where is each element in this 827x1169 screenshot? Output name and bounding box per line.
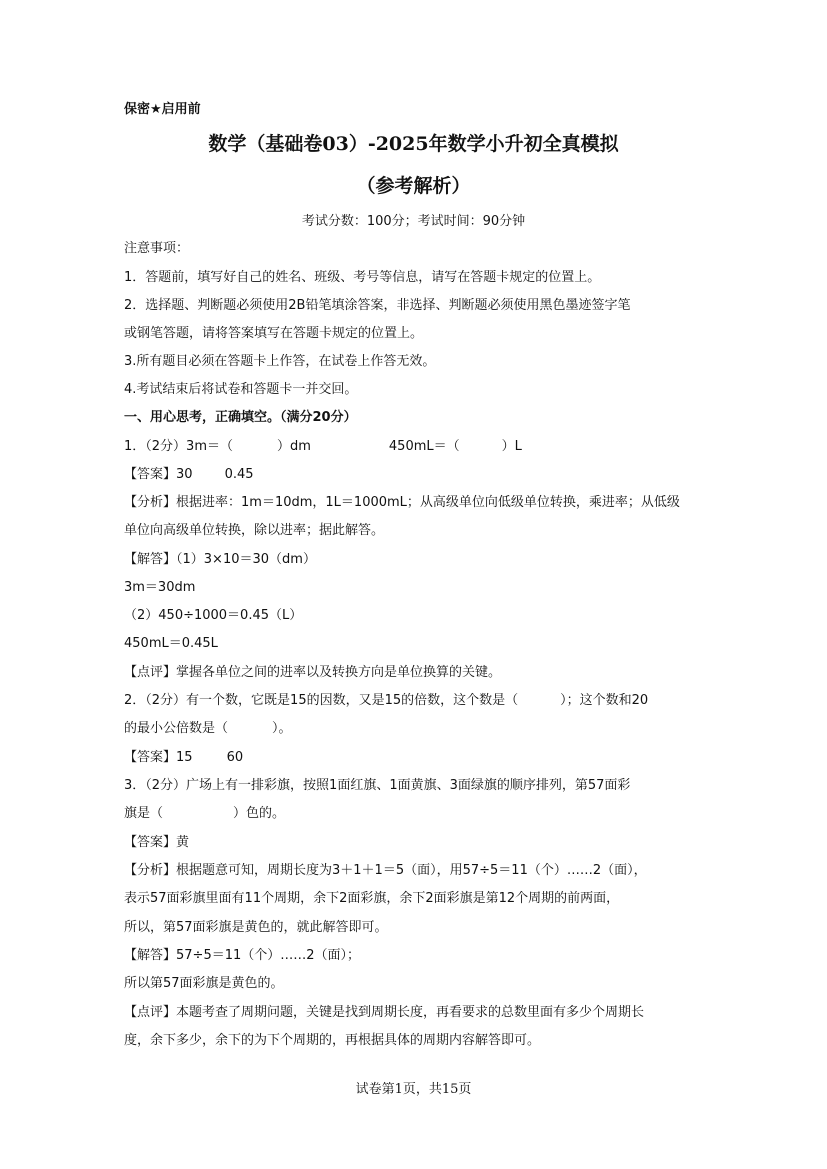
comment-tag: 【点评】 bbox=[124, 665, 177, 680]
question-1-answer bbox=[124, 465, 254, 485]
answer-value: 15 bbox=[176, 750, 193, 765]
analysis-tag: 【分析】 bbox=[124, 495, 177, 510]
q2-stem-1b: ）；这个数和20 bbox=[560, 693, 649, 708]
analysis-text: 根据进率：1m＝10dm，1L＝1000mL；从高级单位向低级单位转换，乘进率；从低级 bbox=[176, 495, 680, 510]
note-item: 3.所有题目必须在答题卡上作答，在试卷上作答无效。 bbox=[124, 354, 436, 369]
solution-text: 57÷5＝11（个）……2（面）； bbox=[176, 948, 361, 963]
q1-stem-a: 1．（2分）3m＝（ bbox=[124, 439, 233, 454]
note-item: 2．选择题、判断题必须使用2B铅笔填涂答案，非选择、判断题必须使用黑色墨迹签字笔 bbox=[124, 298, 631, 313]
exam-info: 考试分数：100分；考试时间：90分钟 bbox=[301, 214, 526, 229]
analysis-text: 表示57面彩旗里面有11个周期，余下2面彩旗，余下2面彩旗是第12个周期的前两面， bbox=[124, 891, 620, 906]
solution-tag: 【解答】 bbox=[124, 552, 177, 567]
solution-text: （1）3×10＝30（dm） bbox=[176, 552, 316, 567]
note-item: 1．答题前，填写好自己的姓名、班级、考号等信息，请写在答题卡规定的位置上。 bbox=[124, 270, 601, 285]
question-2-stem-cont bbox=[124, 719, 292, 739]
answer-tag: 【答案】 bbox=[124, 835, 177, 850]
question-3-solution bbox=[124, 946, 360, 966]
q1-stem-d: ）L bbox=[501, 439, 522, 454]
analysis-text: 单位向高级单位转换，除以进率；据此解答。 bbox=[124, 523, 385, 538]
analysis-tag: 【分析】 bbox=[124, 863, 177, 878]
solution-text: （2）450÷1000＝0.45（L） bbox=[124, 608, 303, 623]
solution-text: 3m＝30dm bbox=[124, 580, 196, 595]
analysis-text: 所以，第57面彩旗是黄色的，就此解答即可。 bbox=[124, 920, 388, 935]
question-1-comment bbox=[124, 663, 501, 683]
answer-value: 黄 bbox=[176, 835, 190, 850]
question-2-answer bbox=[124, 748, 243, 768]
q1-stem-c: 450mL＝（ bbox=[388, 439, 460, 454]
note-item: 4.考试结束后将试卷和答题卡一并交回。 bbox=[124, 382, 358, 397]
comment-tag: 【点评】 bbox=[124, 1005, 177, 1020]
q2-stem-2b: ）。 bbox=[272, 721, 292, 736]
q2-stem-2a: 的最小公倍数是（ bbox=[124, 721, 229, 736]
comment-text: 掌握各单位之间的进率以及转换方向是单位换算的关键。 bbox=[176, 665, 502, 680]
question-1-solution bbox=[124, 550, 316, 570]
q3-stem-2a: 旗是（ bbox=[124, 806, 164, 821]
question-3-stem-cont bbox=[124, 804, 285, 824]
solution-text: 450mL＝0.45L bbox=[124, 636, 218, 651]
comment-text: 度，余下多少，余下的为下个周期的，再根据具体的周期内容解答即可。 bbox=[124, 1033, 541, 1048]
question-3-comment bbox=[124, 1003, 644, 1023]
page-title: 数学（基础卷03）-2025年数学小升初全真模拟 bbox=[208, 133, 619, 155]
question-3-answer bbox=[124, 833, 189, 853]
page-footer: 试卷第1页，共15页 bbox=[355, 1082, 472, 1097]
comment-text: 本题考查了周期问题，关键是找到周期长度，再看要求的总数里面有多少个周期长 bbox=[176, 1005, 645, 1020]
solution-text: 所以第57面彩旗是黄色的。 bbox=[124, 976, 284, 991]
q3-stem-2b: ）色的。 bbox=[233, 806, 286, 821]
question-2-stem bbox=[124, 691, 648, 711]
confidential-label: 保密★启用前 bbox=[124, 102, 201, 117]
answer-tag: 【答案】 bbox=[124, 750, 177, 765]
solution-tag: 【解答】 bbox=[124, 948, 177, 963]
q1-stem-b: ）dm bbox=[276, 439, 311, 454]
analysis-text: 根据题意可知，周期长度为3＋1＋1＝5（面），用57÷5＝11（个）……2（面）， bbox=[176, 863, 647, 878]
q2-stem-1a: 2．（2分）有一个数，它既是15的因数，又是15的倍数，这个数是（ bbox=[124, 693, 519, 708]
question-1-analysis bbox=[124, 493, 680, 513]
question-3-stem: 3．（2分）广场上有一排彩旗，按照1面红旗、1面黄旗、3面绿旗的顺序排列，第57面彩 bbox=[124, 778, 631, 793]
answer-tag: 【答案】 bbox=[124, 467, 177, 482]
notes-heading: 注意事项： bbox=[124, 241, 190, 256]
question-3-analysis bbox=[124, 861, 647, 881]
section-heading: 一、用心思考，正确填空。（满分20分） bbox=[124, 410, 357, 425]
page-subtitle: （参考解析） bbox=[356, 175, 471, 197]
answer-value: 60 bbox=[226, 750, 244, 765]
answer-value: 30 bbox=[176, 467, 193, 482]
note-item: 或钢笔答题，请将答案填写在答题卡规定的位置上。 bbox=[124, 326, 424, 341]
question-1-stem bbox=[124, 437, 522, 457]
answer-value: 0.45 bbox=[224, 467, 254, 482]
